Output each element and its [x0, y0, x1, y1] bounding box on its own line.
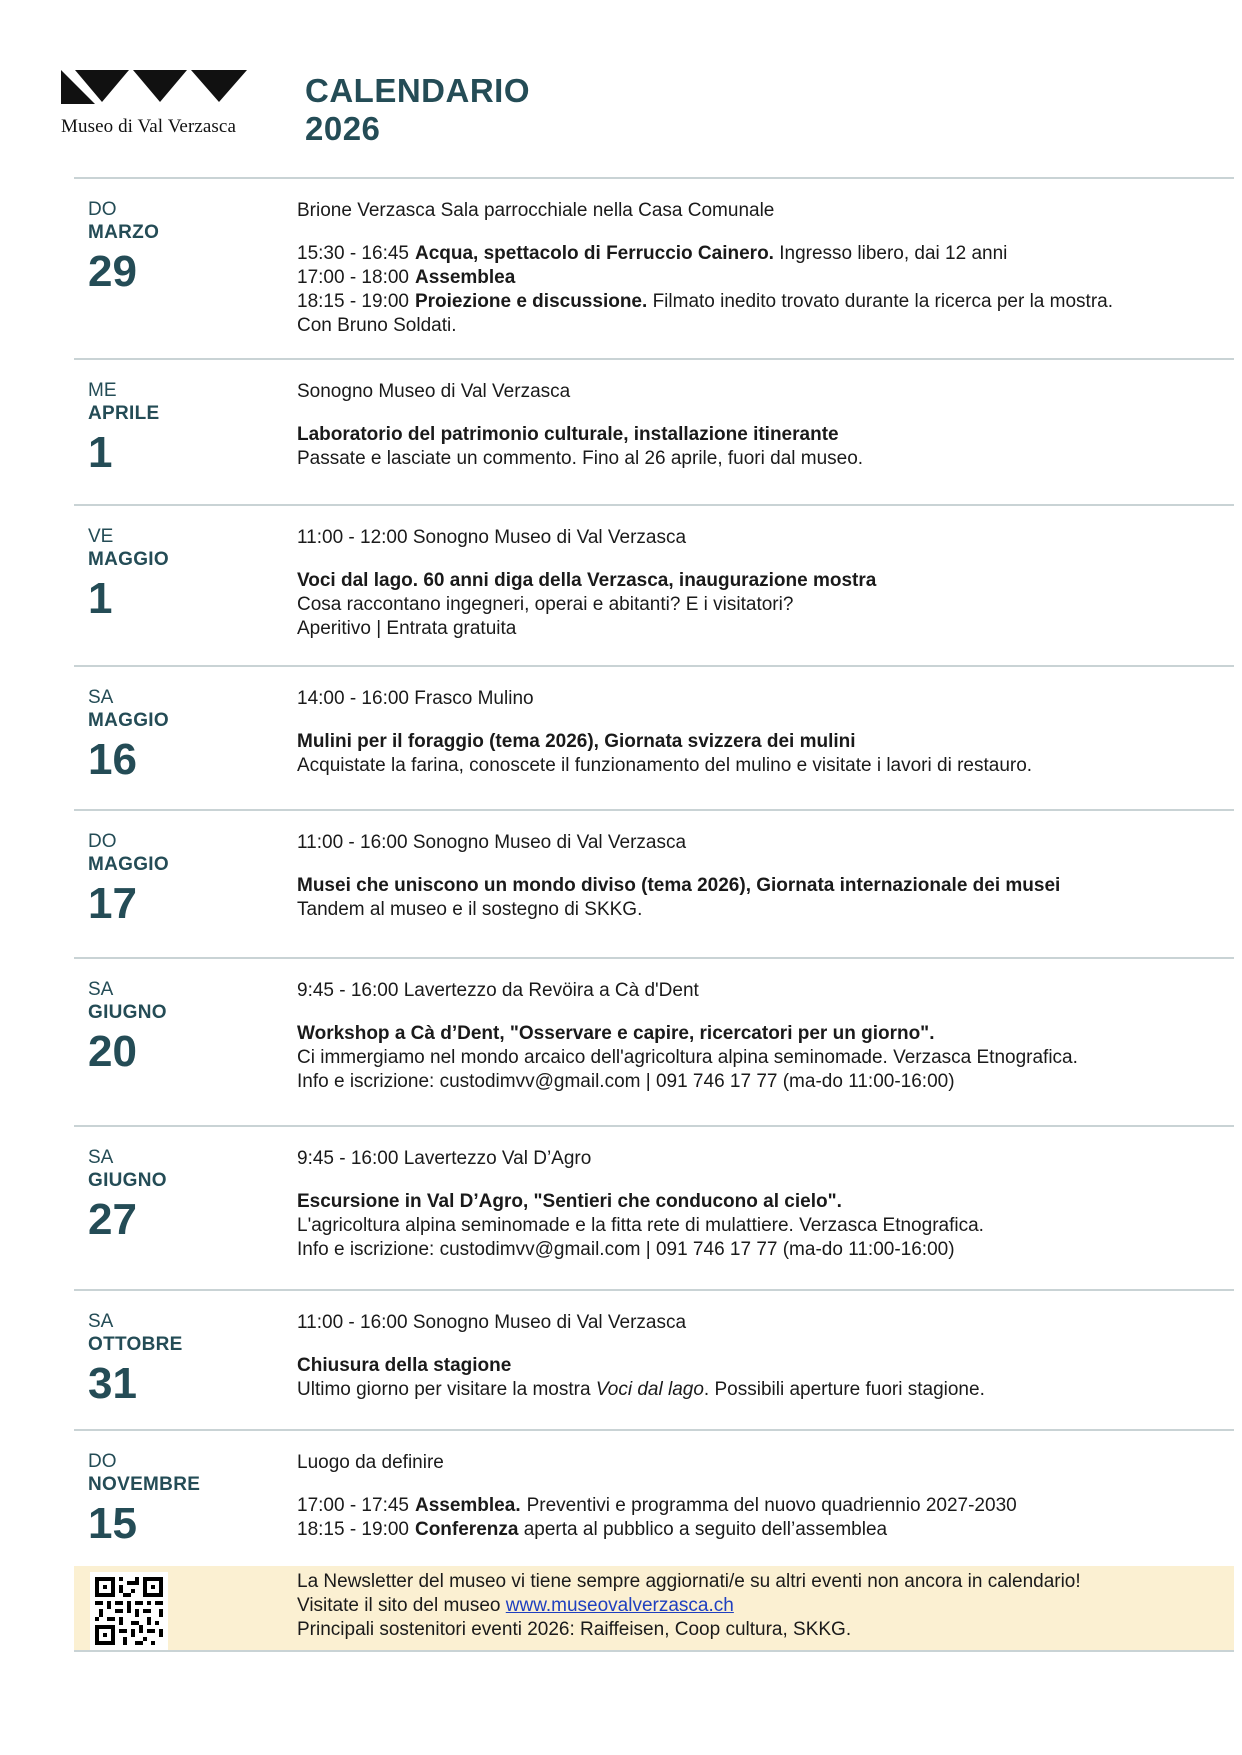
museum-logo: [61, 70, 261, 150]
event-month: MAGGIO: [88, 854, 169, 875]
page-header: [61, 70, 1161, 170]
title-line-1: CALENDARIO: [305, 72, 530, 109]
event-title-text: Workshop a Cà d’Dent, "Osservare e capire, ricercatori per un giorno".: [297, 1023, 935, 1044]
event-title-text: Laboratorio del patrimonio culturale, installazione itinerante: [297, 424, 839, 445]
event-date: [88, 1311, 278, 1409]
sponsors-line: Principali sostenitori eventi 2026: Raiffeisen, Coop cultura, SKKG.: [297, 1619, 852, 1640]
event-title: [297, 569, 1217, 593]
event-location: 11:00 - 16:00 Sonogno Museo di Val Verzasca: [297, 832, 687, 853]
qr-code[interactable]: [90, 1572, 168, 1650]
event-date: [88, 199, 278, 297]
event-description: Tandem al museo e il sostegno di SKKG.: [297, 899, 643, 920]
newsletter-footer: [74, 1566, 1234, 1652]
event-line: [297, 290, 1217, 314]
event-title: [297, 1354, 1217, 1378]
event-time: 17:00 - 17:45: [297, 1495, 409, 1516]
event-details: [297, 1311, 1217, 1402]
event-date: [88, 687, 278, 785]
event-location: 11:00 - 16:00 Sonogno Museo di Val Verzasca: [297, 1312, 687, 1333]
event-location: 11:00 - 12:00 Sonogno Museo di Val Verzasca: [297, 527, 687, 548]
event-date: [88, 979, 278, 1077]
event-month: MARZO: [88, 222, 160, 243]
event-description: L'agricoltura alpina seminomade e la fitta rete di mulattiere. Verzasca Etnografica.: [297, 1215, 984, 1236]
event-description: Passate e lasciate un commento. Fino al 26 aprile, fuori dal museo.: [297, 448, 864, 469]
event-details: [297, 1147, 1217, 1262]
website-link[interactable]: www.museovalverzasca.ch: [505, 1595, 734, 1616]
event-description-text: . Possibili aperture fuori stagione.: [703, 1379, 985, 1400]
event-day-number: 1: [88, 428, 113, 477]
event-month: MAGGIO: [88, 549, 169, 570]
event-line: [297, 266, 1217, 290]
qr-code-icon: [95, 1577, 163, 1645]
event-row: [74, 957, 1234, 1125]
event-details: [297, 979, 1217, 1094]
website-line: [297, 1594, 1217, 1618]
event-time: 17:00 - 18:00: [297, 267, 409, 288]
event-title: Assemblea: [414, 267, 516, 288]
event-weekday: SA: [88, 979, 114, 1000]
event-date: [88, 380, 278, 478]
event-line: [297, 314, 1217, 338]
event-description: [297, 1378, 1217, 1402]
events-table: [74, 177, 1234, 1569]
event-title-text: Voci dal lago. 60 anni diga della Verzasca, inaugurazione mostra: [297, 570, 877, 591]
event-title: [297, 1022, 1217, 1046]
event-location: 9:45 - 16:00 Lavertezzo Val D’Agro: [297, 1148, 592, 1169]
event-day-number: 31: [88, 1359, 137, 1408]
event-description: Aperitivo | Entrata gratuita: [297, 618, 517, 639]
event-location: 14:00 - 16:00 Frasco Mulino: [297, 688, 534, 709]
event-title-text: Escursione in Val D’Agro, "Sentieri che conducono al cielo".: [297, 1191, 842, 1212]
event-title: [297, 730, 1217, 754]
event-date: [88, 1147, 278, 1245]
event-details: [297, 380, 1217, 471]
event-month: APRILE: [88, 403, 160, 424]
event-description: Ci immergiamo nel mondo arcaico dell'agricoltura alpina seminomade. Verzasca Etnografica.: [297, 1047, 1078, 1068]
event-details: [297, 526, 1217, 641]
event-day-number: 1: [88, 574, 113, 623]
event-title-text: Chiusura della stagione: [297, 1355, 512, 1376]
event-title-text: Musei che uniscono un mondo diviso (tema 2026), Giornata internazionale dei musei: [297, 875, 1061, 896]
event-row: [74, 504, 1234, 665]
event-day-number: 27: [88, 1195, 137, 1244]
event-title: Acqua, spettacolo di Ferruccio Cainero.: [414, 243, 774, 264]
event-weekday: DO: [88, 199, 117, 220]
event-title: Conferenza: [414, 1519, 519, 1540]
event-row: [74, 1125, 1234, 1289]
event-description: Acquistate la farina, conoscete il funzionamento del mulino e visitate i lavori di restauro.: [297, 755, 1033, 776]
event-row: [74, 1429, 1234, 1569]
event-time: 18:15 - 19:00: [297, 1519, 409, 1540]
event-day-number: 15: [88, 1499, 137, 1548]
event-weekday: SA: [88, 1311, 114, 1332]
event-line: [297, 1518, 1217, 1542]
event-text: Con Bruno Soldati.: [297, 315, 457, 336]
event-weekday: ME: [88, 380, 117, 401]
event-day-number: 29: [88, 247, 137, 296]
event-row: [74, 177, 1234, 358]
event-title: Assemblea.: [414, 1495, 521, 1516]
event-row: [74, 665, 1234, 809]
event-text: Ingresso libero, dai 12 anni: [779, 243, 1008, 264]
event-location: Luogo da definire: [297, 1452, 444, 1473]
event-weekday: SA: [88, 687, 114, 708]
event-title: [297, 423, 1217, 447]
event-day-number: 17: [88, 879, 137, 928]
exhibition-name: Voci dal lago: [595, 1379, 704, 1400]
event-details: [297, 1451, 1217, 1542]
event-title: [297, 874, 1217, 898]
event-contact: Info e iscrizione: custodimvv@gmail.com | 091 746 17 77 (ma-do 11:00-16:00): [297, 1239, 955, 1260]
event-day-number: 16: [88, 735, 137, 784]
event-text: Filmato inedito trovato durante la ricerca per la mostra.: [652, 291, 1113, 312]
event-contact: Info e iscrizione: custodimvv@gmail.com | 091 746 17 77 (ma-do 11:00-16:00): [297, 1071, 955, 1092]
event-title: [297, 1190, 1217, 1214]
event-location: 9:45 - 16:00 Lavertezzo da Revöira a Cà d'Dent: [297, 980, 699, 1001]
website-prefix: Visitate il sito del museo: [297, 1595, 506, 1616]
event-month: NOVEMBRE: [88, 1474, 201, 1495]
event-title-text: Mulini per il foraggio (tema 2026), Giornata svizzera dei mulini: [297, 731, 856, 752]
event-weekday: SA: [88, 1147, 114, 1168]
event-location: Sonogno Museo di Val Verzasca: [297, 381, 571, 402]
event-day-number: 20: [88, 1027, 137, 1076]
event-weekday: DO: [88, 1451, 117, 1472]
logo-mark-icon: [61, 70, 261, 110]
event-weekday: VE: [88, 526, 114, 547]
event-date: [88, 1451, 278, 1549]
event-text: Preventivi e programma del nuovo quadriennio 2027-2030: [526, 1495, 1017, 1516]
event-details: [297, 199, 1217, 338]
event-month: OTTOBRE: [88, 1334, 183, 1355]
event-month: GIUGNO: [88, 1170, 167, 1191]
event-line: [297, 242, 1217, 266]
page-title: [305, 72, 530, 148]
event-location: Brione Verzasca Sala parrocchiale nella Casa Comunale: [297, 200, 775, 221]
event-title: Proiezione e discussione.: [414, 291, 648, 312]
event-text: aperta al pubblico a seguito dell’assemblea: [523, 1519, 888, 1540]
event-details: [297, 831, 1217, 922]
event-date: [88, 526, 278, 624]
event-description: Cosa raccontano ingegneri, operai e abitanti? E i visitatori?: [297, 594, 794, 615]
event-time: 18:15 - 19:00: [297, 291, 409, 312]
event-month: MAGGIO: [88, 710, 169, 731]
event-line: [297, 1494, 1217, 1518]
title-line-2: 2026: [305, 110, 381, 147]
logo-text: Museo di Val Verzasca: [61, 116, 236, 137]
event-row: [74, 1289, 1234, 1429]
event-details: [297, 687, 1217, 778]
newsletter-note: La Newsletter del museo vi tiene sempre aggiornati/e su altri eventi non ancora in calendario!: [297, 1571, 1081, 1592]
event-row: [74, 809, 1234, 957]
footer-text: [297, 1570, 1217, 1642]
event-date: [88, 831, 278, 929]
event-row: [74, 358, 1234, 504]
event-time: 15:30 - 16:45: [297, 243, 409, 264]
event-weekday: DO: [88, 831, 117, 852]
event-month: GIUGNO: [88, 1002, 167, 1023]
event-description-text: Ultimo giorno per visitare la mostra: [297, 1379, 596, 1400]
